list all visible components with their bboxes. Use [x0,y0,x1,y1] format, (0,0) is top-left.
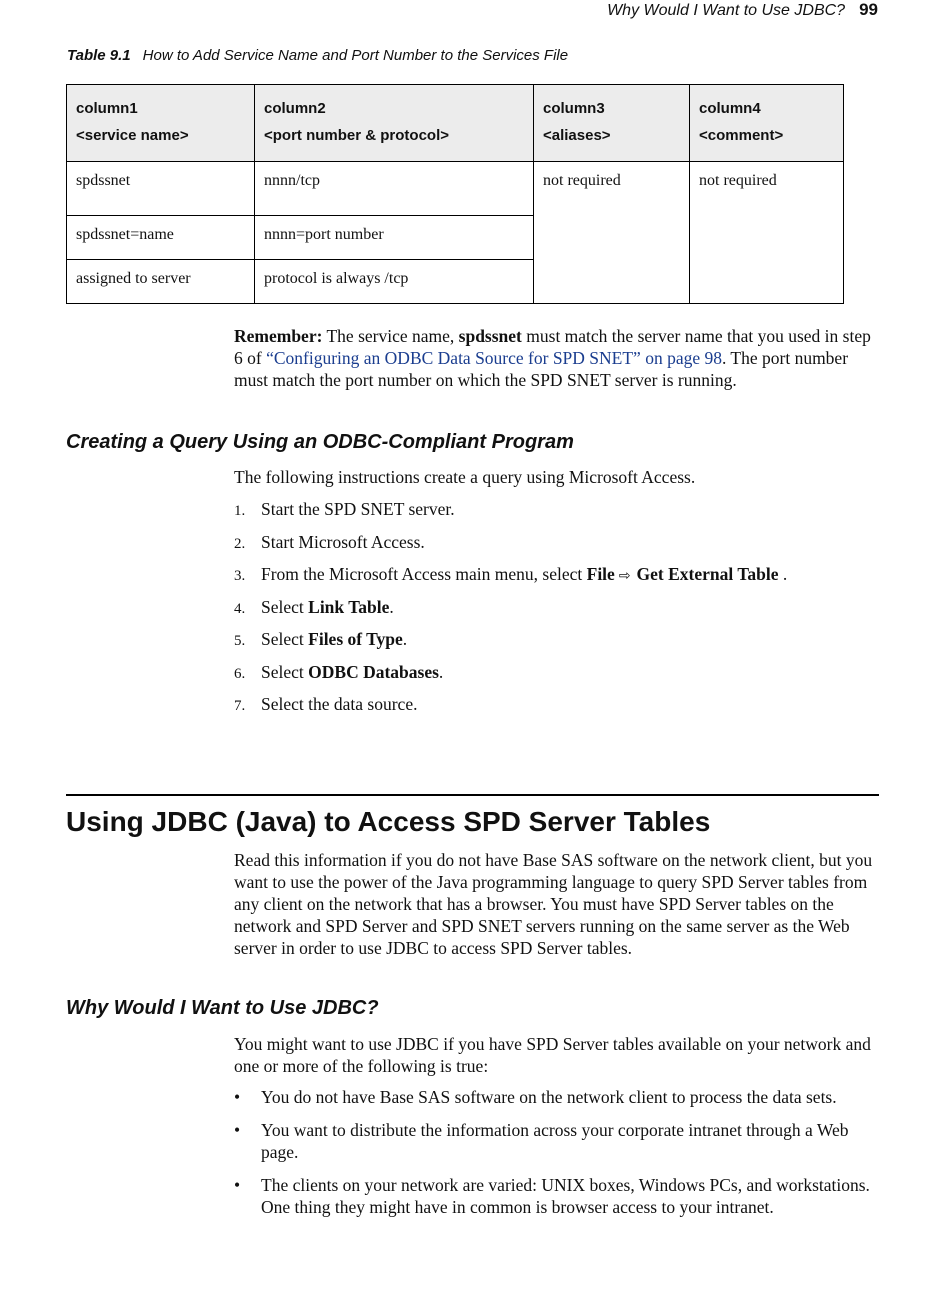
list-item: 5. Select Files of Type. [234,629,408,649]
table-header-row [67,85,844,162]
table-caption-label: Table 9.1 [67,47,131,64]
table-cell: spdssnet [67,162,255,216]
running-header-title: Why Would I Want to Use JDBC? [607,2,846,19]
table-cell: protocol is always /tcp [255,260,534,304]
table-cell: nnnn/tcp [255,162,534,216]
table-header-cell: column3 <aliases> [534,85,690,162]
cross-reference-link[interactable]: “Configuring an ODBC Data Source for SPD SNET” on page 98 [266,348,722,368]
jdbc-intro: Read this information if you do not have Base SAS software on the network client, but you want to use the power of the Java programming language to query SPD Server tables from any client on the network that has a browser. You must have SPD Server tables on the network and SPD Server and SPD SNET servers running on the same server as the Web server in order to use JDBC to access SPD Server tables. [234,850,873,958]
why-intro: You might want to use JDBC if you have SPD Server tables available on your network and one or more of the following is true: [234,1034,871,1076]
bullet-icon: • [234,1087,241,1107]
list-item: • The clients on your network are varied: UNIX boxes, Windows PCs, and workstations. One thing they might have in common is browser access to your intranet. [234,1175,870,1217]
section-divider [66,794,879,796]
table-caption-text: How to Add Service Name and Port Number to the Services File [142,47,569,64]
remember-label: Remember: [234,326,323,346]
why-section-heading: Why Would I Want to Use JDBC? [66,997,379,1019]
list-item: 1. Start the SPD SNET server. [234,499,455,519]
table-cell: not required [690,162,844,304]
menu-arrow-icon: ⇨ [618,568,631,584]
query-section-heading: Creating a Query Using an ODBC-Compliant Program [66,431,574,453]
table-cell: assigned to server [67,260,255,304]
list-item: 6. Select ODBC Databases. [234,661,444,682]
why-bullets [234,1086,884,1229]
list-item: • You want to distribute the information across your corporate intranet through a Web page. [234,1120,849,1162]
query-intro: The following instructions create a query using Microsoft Access. [234,467,696,487]
table-cell: nnnn=port number [255,216,534,260]
table-row [67,162,844,216]
list-item: 2. Start Microsoft Access. [234,531,425,552]
page-number: 99 [859,0,878,19]
query-steps [234,498,787,726]
list-item: • You do not have Base SAS software on the network client to process the data sets. [234,1087,837,1107]
bullet-icon: • [234,1175,241,1195]
remember-note: Remember: The service name, spdssnet must match the server name that you used in step 6 of “Configuring an ODBC Data Source for SPD SNET” on page 98. The port number must match the port number on which the SPD SNET server is running. [234,326,871,390]
running-header [607,0,878,20]
table-header-cell: column2 <port number & protocol> [255,85,534,162]
jdbc-section-heading: Using JDBC (Java) to Access SPD Server Tables [66,806,711,837]
table-cell: spdssnet=name [67,216,255,260]
table-caption [67,47,568,64]
table-cell: not required [534,162,690,304]
list-item: 7. Select the data source. [234,694,418,714]
services-table [66,84,844,304]
list-item: 4. Select Link Table. [234,596,394,617]
bullet-icon: • [234,1120,241,1140]
table-header-cell: column4 <comment> [690,85,844,162]
table-header-cell: column1 <service name> [67,85,255,162]
list-item: 3. From the Microsoft Access main menu, select File ⇨ Get External Table . [234,564,788,584]
